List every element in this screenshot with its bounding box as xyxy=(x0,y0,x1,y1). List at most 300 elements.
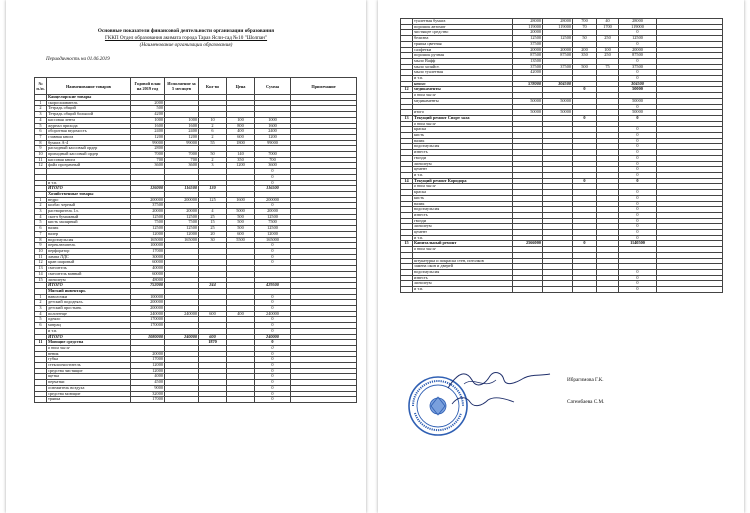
cell-name: Текущий ремонт Коридора xyxy=(413,178,513,184)
cell-sum: 99000 xyxy=(255,140,291,146)
cell-name: краска xyxy=(413,127,513,133)
cell-qty: 1870 xyxy=(199,340,227,346)
cell-plan: 37500 xyxy=(513,41,543,47)
cell-name: мыло туалетная xyxy=(413,70,513,76)
cell-name: и т.п. xyxy=(47,180,131,186)
cell-sum: 0 xyxy=(255,380,291,386)
cell-plan: 12000 xyxy=(131,368,165,374)
cell-sum: 0 xyxy=(619,178,657,184)
cell-name: главная книга xyxy=(47,134,131,140)
cell-name: валик xyxy=(47,226,131,232)
cell-plan: 3600 xyxy=(131,163,165,169)
cell-plan: 37500 xyxy=(513,64,543,70)
cell-plan: 42000 xyxy=(513,70,543,76)
cell-sum: 50000 xyxy=(619,110,657,116)
cell-sum: 700 xyxy=(255,157,291,163)
cell-plan: 1080000 xyxy=(131,334,165,340)
cell-n: 9 xyxy=(35,243,47,249)
cell-sum: 0 xyxy=(255,397,291,403)
cell-price: 100 xyxy=(597,47,619,53)
cell-name: ИТОГО xyxy=(47,186,131,192)
cell-sum: 0 xyxy=(255,363,291,369)
cell-price: 1700 xyxy=(597,24,619,30)
cell-n: 2 xyxy=(35,106,47,112)
cell-name: в том числе xyxy=(413,121,513,127)
signature-1-scribble xyxy=(444,366,554,394)
right-page xyxy=(378,0,744,513)
cell-qty: 600 xyxy=(199,334,227,340)
cell-sum: 0 xyxy=(619,144,657,150)
cell-sum: 0 xyxy=(619,212,657,218)
cell-qty: 4 xyxy=(199,209,227,215)
cell-price: 400 xyxy=(227,129,255,135)
cell-qty: 2 xyxy=(199,134,227,140)
cell-sum: 0 xyxy=(619,207,657,213)
cell-exec: 7000 xyxy=(165,152,199,158)
cell-n: 1 xyxy=(35,294,47,300)
cell-price: 40 xyxy=(597,19,619,25)
cell-name: водоэмульсия xyxy=(413,269,513,275)
cell-name: цемент xyxy=(413,167,513,173)
cell-name: линолеум xyxy=(47,277,131,283)
cell-plan: 2400 xyxy=(131,129,165,135)
cell-exec xyxy=(165,397,199,403)
cell-qty: 15 xyxy=(199,220,227,226)
cell-sum: 50000 xyxy=(619,98,657,104)
cell-plan: 200000 xyxy=(131,306,165,312)
cell-qty xyxy=(573,287,597,293)
cell-n: 14 xyxy=(35,271,47,277)
cell-sum: 28000 xyxy=(619,19,657,25)
cell-name: линолеум xyxy=(413,224,513,230)
cell-price: 600 xyxy=(227,231,255,237)
cell-exec: 20000 xyxy=(165,209,199,215)
cell-n: 5 xyxy=(35,123,47,129)
cell-plan: 17000 xyxy=(131,357,165,363)
cell-name: водоэмульсия xyxy=(47,237,131,243)
cell-name: освежитель воздуха xyxy=(47,385,131,391)
cell-exec: 304500 xyxy=(543,81,573,87)
signature-1-name: Ибрагимова Г.К. xyxy=(567,377,604,383)
cell-name: файл прозрачный xyxy=(47,163,131,169)
cell-name: Моющие средства xyxy=(47,340,131,346)
cell-name: и т.п. xyxy=(413,235,513,241)
cell-plan: 13500 xyxy=(513,58,543,64)
cell-sum: 0 xyxy=(255,351,291,357)
cell-name: ведро xyxy=(47,197,131,203)
cell-n: 10 xyxy=(35,152,47,158)
cell-n: 7 xyxy=(35,231,47,237)
cell-n: 3 xyxy=(35,209,47,215)
org-name: ГККП Отдел образования акимата города Тараз Ясли-сад №10 "Шолпан" xyxy=(104,35,268,41)
cell-qty: 0 xyxy=(573,87,597,93)
cell-exec: 3600 xyxy=(165,163,199,169)
org-caption: (Наименование организации образования) xyxy=(139,42,233,48)
col-name: Наименование товаров xyxy=(47,78,131,95)
cell-plan: 100000 xyxy=(131,243,165,249)
cell-sum: 50000 xyxy=(619,87,657,93)
cell-sum: 0 xyxy=(255,345,291,351)
cell-sum: 429500 xyxy=(255,283,291,289)
cell-n: 12 xyxy=(35,260,47,266)
cell-plan: 20000 xyxy=(131,209,165,215)
cell-name: оборотная ведомость xyxy=(47,129,131,135)
cell-name: гвозди xyxy=(413,218,513,224)
cell-qty: 600 xyxy=(199,311,227,317)
cell-name: водоэмульсия xyxy=(413,207,513,213)
cell-name: губка xyxy=(47,357,131,363)
cell-sum: 0 xyxy=(619,138,657,144)
cell-plan: 60000 xyxy=(131,260,165,266)
cell-name: кисть малярный xyxy=(47,220,131,226)
cell-name: расходный кассовый ордер xyxy=(47,146,131,152)
cell-sum: 0 xyxy=(619,133,657,139)
cell-name: стеклоочиститель xyxy=(47,363,131,369)
cell-sum: 1000 xyxy=(255,117,291,123)
cell-exec: 50000 xyxy=(543,98,573,104)
cell-plan: 578000 xyxy=(513,81,543,87)
cell-qty: 500 xyxy=(573,64,597,70)
cell-sum: 0 xyxy=(619,269,657,275)
cell-sum: 0 xyxy=(619,190,657,196)
cell-qty: 25 xyxy=(199,226,227,232)
cell-plan: 170000 xyxy=(131,317,165,323)
cell-price: 600 xyxy=(227,134,255,140)
cell-name: валер xyxy=(47,231,131,237)
cell-exec: 240000 xyxy=(165,311,199,317)
cell-n: 7 xyxy=(35,134,47,140)
cell-sum: 116500 xyxy=(255,186,291,192)
cell-sum: 240000 xyxy=(255,311,291,317)
cell-name: перчатки xyxy=(47,380,131,386)
cell-plan: 126000 xyxy=(131,186,165,192)
cell-sum: 0 xyxy=(619,104,657,110)
cell-n: 1 xyxy=(35,100,47,106)
cell-qty: 50 xyxy=(573,36,597,42)
cell-exec: 200000 xyxy=(165,197,199,203)
cell-name: переключатель xyxy=(47,243,131,249)
cell-sum: 0 xyxy=(255,323,291,329)
cell-plan: 752000 xyxy=(131,283,165,289)
cell-n: 4 xyxy=(35,117,47,123)
cell-sum: 0 xyxy=(255,180,291,186)
cell-n: 15 xyxy=(35,277,47,283)
cell-name: лампа ЛДС xyxy=(47,254,131,260)
cell-plan: 500 xyxy=(131,106,165,112)
cell-name: и т.п. xyxy=(413,287,513,293)
cell-name: линолеум xyxy=(413,281,513,287)
cell-n: 3 xyxy=(35,306,47,312)
cell-name: перфоратор xyxy=(47,248,131,254)
right-table xyxy=(400,18,723,293)
cell-name: детский простынь xyxy=(47,306,131,312)
cell-qty: 130 xyxy=(199,186,227,192)
cell-price: 5500 xyxy=(227,237,255,243)
cell-n: 1 xyxy=(35,197,47,203)
col-sum: Сумма xyxy=(255,78,291,95)
cell-sum: 0 xyxy=(255,374,291,380)
cell-plan: 20000 xyxy=(131,351,165,357)
table-row xyxy=(35,397,357,403)
cell-sum: 0 xyxy=(619,150,657,156)
cell-exec: 28000 xyxy=(543,19,573,25)
cell-exec: 7500 xyxy=(165,220,199,226)
cell-name: наволочки xyxy=(47,294,131,300)
cell-name: порошок автомат xyxy=(413,24,513,30)
cell-name: журнал прихода xyxy=(47,123,131,129)
cell-name: тряпка xyxy=(47,397,131,403)
cell-exec: 12500 xyxy=(165,226,199,232)
cell-name: краска xyxy=(413,190,513,196)
cell-price: 250 xyxy=(597,36,619,42)
cell-name: щетка xyxy=(47,374,131,380)
cell-n: 15 xyxy=(401,241,413,247)
cell-sum: 3600 xyxy=(255,163,291,169)
cell-sum: 0 xyxy=(619,76,657,82)
cell-sum: 0 xyxy=(255,357,291,363)
cell-n: 4 xyxy=(35,214,47,220)
cell-plan: 1600 xyxy=(131,123,165,129)
cell-sum: 0 xyxy=(619,275,657,281)
cell-plan: 60000 xyxy=(131,271,165,277)
cell-price: 500 xyxy=(227,226,255,232)
cell-sum: 0 xyxy=(619,235,657,241)
cell-sum: 0 xyxy=(619,70,657,76)
cell-n: 11 xyxy=(35,254,47,260)
cell-plan: 2800 xyxy=(131,146,165,152)
cell-n: 10 xyxy=(35,248,47,254)
cell-price: 1600 xyxy=(227,197,255,203)
cell-plan: 1000 xyxy=(131,117,165,123)
cell-sum: 87500 xyxy=(619,53,657,59)
cell-sum: 12500 xyxy=(255,214,291,220)
cell-plan: 30000 xyxy=(131,254,165,260)
cell-price: 1200 xyxy=(227,163,255,169)
table-row xyxy=(401,287,723,293)
cell-plan: 2000 xyxy=(131,100,165,106)
cell-name: матрац xyxy=(47,323,131,329)
col-note: Примечание xyxy=(291,78,357,95)
cell-name: одеяло xyxy=(47,317,131,323)
cell-n xyxy=(35,397,47,403)
cell-plan: 240000 xyxy=(131,311,165,317)
cell-name: средства чистящие xyxy=(47,368,131,374)
cell-qty: 55 xyxy=(199,140,227,146)
cell-name: смеситель xyxy=(47,266,131,272)
cell-sum: 1600 xyxy=(255,123,291,129)
cell-n: 6 xyxy=(35,129,47,135)
cell-n: 2 xyxy=(35,203,47,209)
cell-qty: 70 xyxy=(573,24,597,30)
cell-sum: 20000 xyxy=(619,47,657,53)
cell-name: мыло Вафф xyxy=(413,58,513,64)
cell-name: ИТОГО xyxy=(47,283,131,289)
cell-n: 2 xyxy=(35,300,47,306)
cell-name: валик xyxy=(413,138,513,144)
cell-sum: 200000 xyxy=(255,197,291,203)
cell-plan: 165000 xyxy=(131,237,165,243)
cell-plan: 99000 xyxy=(131,140,165,146)
cell-qty: 700 xyxy=(573,19,597,25)
cell-plan: 37500 xyxy=(131,203,165,209)
cell-qty: 6 xyxy=(199,129,227,135)
cell-exec: 2400 xyxy=(165,129,199,135)
cell-sum: 20000 xyxy=(255,209,291,215)
cell-plan: 100000 xyxy=(131,294,165,300)
cell-n: 5 xyxy=(35,220,47,226)
cell-name: медикаменты xyxy=(413,98,513,104)
cell-exec: 99000 xyxy=(165,140,199,146)
cell-plan: 12500 xyxy=(131,226,165,232)
cell-n: 4 xyxy=(35,311,47,317)
cell-exec: 116500 xyxy=(165,186,199,192)
cell-price: 140 xyxy=(227,152,255,158)
cell-n: 8 xyxy=(35,237,47,243)
cell-name: Мягкий инвентарь xyxy=(47,288,131,294)
cell-name: цемент xyxy=(413,230,513,236)
col-plan: Годовой план на 2019 год xyxy=(131,78,165,95)
cell-sum: 0 xyxy=(619,195,657,201)
cell-name: в том числе xyxy=(413,247,513,253)
col-exec: Исполнение за 5 месяцев xyxy=(165,78,199,95)
cell-name: чистящее средство xyxy=(413,30,513,36)
signature-2-name: Сатембаева С.М. xyxy=(567,399,605,405)
cell-name: средства моющие xyxy=(47,391,131,397)
cell-exec: 12000 xyxy=(165,231,199,237)
cell-plan: 700 xyxy=(131,157,165,163)
cell-plan: 12500 xyxy=(513,36,543,42)
cell-qty: 125 xyxy=(199,197,227,203)
cell-plan: 20000 xyxy=(513,47,543,53)
cell-qty: 30 xyxy=(199,237,227,243)
cell-sum: 0 xyxy=(255,328,291,334)
cell-n xyxy=(401,287,413,293)
cell-plan: 87500 xyxy=(513,53,543,59)
table-header xyxy=(35,78,357,95)
cell-plan xyxy=(513,287,543,293)
cell-price xyxy=(597,287,619,293)
cell-name: медикаменты xyxy=(413,87,513,93)
cell-name: линолеум xyxy=(413,161,513,167)
cell-name: скоросшиватель xyxy=(47,100,131,106)
cell-exec: 240000 xyxy=(165,334,199,340)
cell-sum: 7500 xyxy=(255,220,291,226)
cell-name: кисть xyxy=(413,133,513,139)
cell-note xyxy=(291,397,357,403)
left-page xyxy=(6,0,366,513)
cell-price: 75 xyxy=(597,64,619,70)
cell-name: полотенце xyxy=(47,311,131,317)
cell-price: 500 xyxy=(227,220,255,226)
cell-name: салфетки xyxy=(413,47,513,53)
cell-plan: 200000 xyxy=(131,197,165,203)
cell-name: известь xyxy=(413,150,513,156)
cell-price: 1800 xyxy=(227,140,255,146)
cell-sum: 1200 xyxy=(255,134,291,140)
cell-name: Канцелярские товары xyxy=(47,95,131,101)
cell-sum: 0 xyxy=(619,115,657,121)
cell-name: кассовая книга xyxy=(47,157,131,163)
cell-n: 6 xyxy=(35,226,47,232)
col-qty: Кол-во xyxy=(199,78,227,95)
cell-price: 500 xyxy=(227,214,255,220)
cell-name: приходный кассовый ордер xyxy=(47,152,131,158)
cell-price: 100 xyxy=(227,117,255,123)
cell-plan: 17000 xyxy=(131,397,165,403)
cell-sum: 12000 xyxy=(255,231,291,237)
cell-sum: 0 xyxy=(255,203,291,209)
cell-name: гвозди xyxy=(413,155,513,161)
cell-name: итого xyxy=(413,110,513,116)
cell-name: валик xyxy=(413,201,513,207)
cell-qty: 25 xyxy=(199,214,227,220)
cell-qty: 244 xyxy=(199,283,227,289)
cell-sum: 0 xyxy=(619,161,657,167)
cell-name: веник xyxy=(47,351,131,357)
cell-plan: 170000 xyxy=(131,323,165,329)
cell-plan: 12500 xyxy=(131,214,165,220)
col-num: № п./п. xyxy=(35,78,47,95)
cell-exec: 20000 xyxy=(543,47,573,53)
cell-name: белизна xyxy=(413,36,513,42)
cell-n: 11 xyxy=(35,157,47,163)
cell-plan: 17000 xyxy=(131,248,165,254)
cell-n: 12 xyxy=(401,87,413,93)
cell-sum: 0 xyxy=(255,248,291,254)
cell-sum: 0 xyxy=(255,385,291,391)
cell-sum: 0 xyxy=(255,294,291,300)
cell-sum: 0 xyxy=(619,155,657,161)
cell-name: итого xyxy=(413,81,513,87)
cell-plan: 7500 xyxy=(131,220,165,226)
cell-qty: 0 xyxy=(573,178,597,184)
cell-name: и т.п. xyxy=(413,172,513,178)
cell-name: туалетная бумага xyxy=(413,19,513,25)
cell-n: 6 xyxy=(35,323,47,329)
cell-exec: 700 xyxy=(165,157,199,163)
cell-plan: 50000 xyxy=(513,98,543,104)
cell-name: кисть xyxy=(413,195,513,201)
cell-plan: 200000 xyxy=(131,300,165,306)
cell-sum: 0 xyxy=(619,230,657,236)
cell-exec: 1000 xyxy=(165,117,199,123)
cell-name: кассовая лента xyxy=(47,117,131,123)
cell-name: известь xyxy=(413,212,513,218)
cell-sum: 0 xyxy=(255,317,291,323)
col-price: Цена xyxy=(227,78,255,95)
left-table xyxy=(34,77,357,403)
cell-name: Текущий ремонт Спорт зала xyxy=(413,115,513,121)
cell-sum: 0 xyxy=(619,127,657,133)
cell-plan: 7000 xyxy=(131,152,165,158)
cell-sum: 0 xyxy=(255,260,291,266)
cell-n: 5 xyxy=(35,317,47,323)
cell-plan: 12000 xyxy=(131,363,165,369)
cell-name: детский пододеяль. xyxy=(47,300,131,306)
cell-sum: 0 xyxy=(619,41,657,47)
cell-name: кран шаровый xyxy=(47,260,131,266)
cell-exec: 1200 xyxy=(165,134,199,140)
period-label: Периодичность на 01.06.2019 xyxy=(46,57,110,62)
cell-name: колбас черный xyxy=(47,203,131,209)
cell-name: замена окон и дверей xyxy=(413,264,513,270)
cell-qty: 200 xyxy=(573,47,597,53)
cell-plan: 20000 xyxy=(513,30,543,36)
doc-title: Основные показатели финансовой деятельности организации образования xyxy=(97,28,275,34)
cell-n: 12 xyxy=(35,163,47,169)
cell-sum: 0 xyxy=(619,30,657,36)
cell-sum: 12500 xyxy=(255,226,291,232)
